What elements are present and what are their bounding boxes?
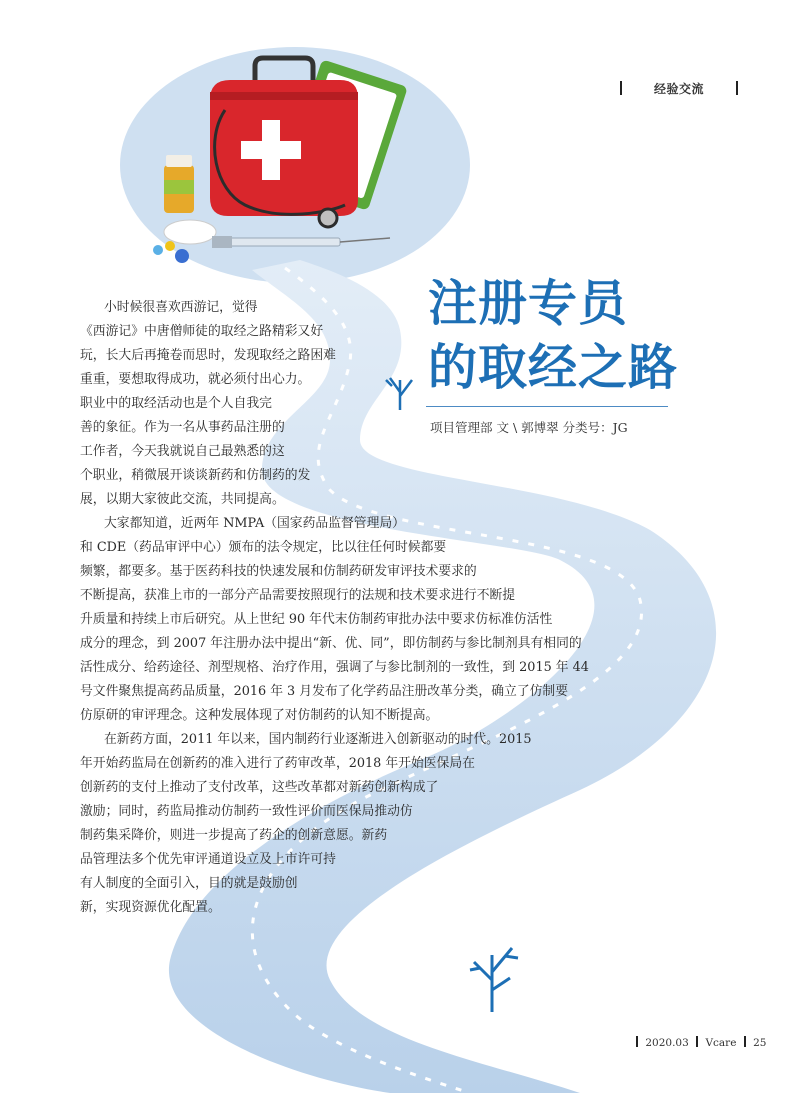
body-line: 频繁，都要多。基于医药科技的快速发展和仿制药研发审评技术要求的 <box>80 564 477 579</box>
byline: 项目管理部 文 \ 郭博翠 分类号：JG <box>430 420 628 435</box>
section-tag <box>620 80 740 98</box>
divider <box>636 1036 638 1047</box>
body-line: 仿原研的审评理念。这种发展体现了对仿制药的认知不断提高。 <box>80 708 439 723</box>
body-line: 不断提高，获准上市的一部分产品需要按照现行的法规和技术要求进行不断提 <box>80 588 516 603</box>
body-line: 有人制度的全面引入，目的就是鼓励创 <box>80 876 298 891</box>
body-line: 成分的理念，到 2007 年注册办法中提出“新、优、同”，即仿制药与参比制剂具有相同的 <box>80 636 582 651</box>
issue-date: 2020.03 <box>645 1037 689 1049</box>
body-line: 工作者，今天我就说自己最熟悉的这 <box>80 444 285 459</box>
body-line: 升质量和持续上市后研究。从上世纪 90 年代末仿制药审批办法中要求仿标准仿活性 <box>80 612 553 627</box>
divider <box>744 1036 746 1047</box>
body-line: 玩，长大后再掩卷而思时，发现取经之路困难 <box>80 348 336 363</box>
tree-icon <box>470 948 518 1012</box>
divider <box>620 81 622 95</box>
page-number: 25 <box>753 1037 767 1049</box>
article-title <box>428 272 678 400</box>
body-line: 个职业，稍微展开谈谈新药和仿制药的发 <box>80 468 311 483</box>
body-line: 小时候很喜欢西游记，觉得 <box>104 300 258 315</box>
body-line: 创新药的支付上推动了支付改革，这些改革都对新药创新构成了 <box>80 780 439 795</box>
body-line: 制药集采降价，则进一步提高了药企的创新意愿。新药 <box>80 828 388 843</box>
body-line: 品管理法多个优先审评通道设立及上市许可持 <box>80 852 336 867</box>
body-line: 激励；同时，药监局推动仿制药一致性评价而医保局推动仿 <box>80 804 413 819</box>
body-line: 新，实现资源优化配置。 <box>80 900 221 915</box>
divider <box>696 1036 698 1047</box>
page-footer <box>632 1036 766 1052</box>
title-line: 注册专员 <box>428 275 629 332</box>
title-divider <box>426 406 668 407</box>
body-line: 号文件聚焦提高药品质量，2016 年 3 月发布了化学药品注册改革分类，确立了仿制要 <box>80 684 569 699</box>
body-line: 在新药方面，2011 年以来，国内制药行业逐渐进入创新驱动的时代。2015 <box>104 732 532 747</box>
body-line: 展，以期大家彼此交流，共同提高。 <box>80 492 285 507</box>
divider <box>736 81 738 95</box>
body-line: 大家都知道，近两年 NMPA（国家药品监督管理局） <box>104 516 405 531</box>
section-label: 经验交流 <box>654 82 705 96</box>
pill-bottle-icon <box>164 155 194 213</box>
body-line: 和 CDE（药品审评中心）颁布的法令规定，比以往任何时候都要 <box>80 540 447 555</box>
tree-icon <box>386 378 412 410</box>
body-line: 职业中的取经活动也是个人自我完 <box>80 396 272 411</box>
body-line: 善的象征。作为一名从事药品注册的 <box>80 420 285 435</box>
body-line: 活性成分、给药途径、剂型规格、治疗作用，强调了与参比制剂的一致性，到 2015 年 44 <box>80 660 589 675</box>
body-line: 重重，要想取得成功，就必须付出心力。 <box>80 372 311 387</box>
title-line: 的取经之路 <box>428 339 679 396</box>
magazine-name: Vcare <box>705 1037 737 1049</box>
body-line: 年开始药监局在创新药的准入进行了药审改革，2018 年开始医保局在 <box>80 756 475 771</box>
body-line: 《西游记》中唐僧师徒的取经之路精彩又好 <box>80 324 324 339</box>
